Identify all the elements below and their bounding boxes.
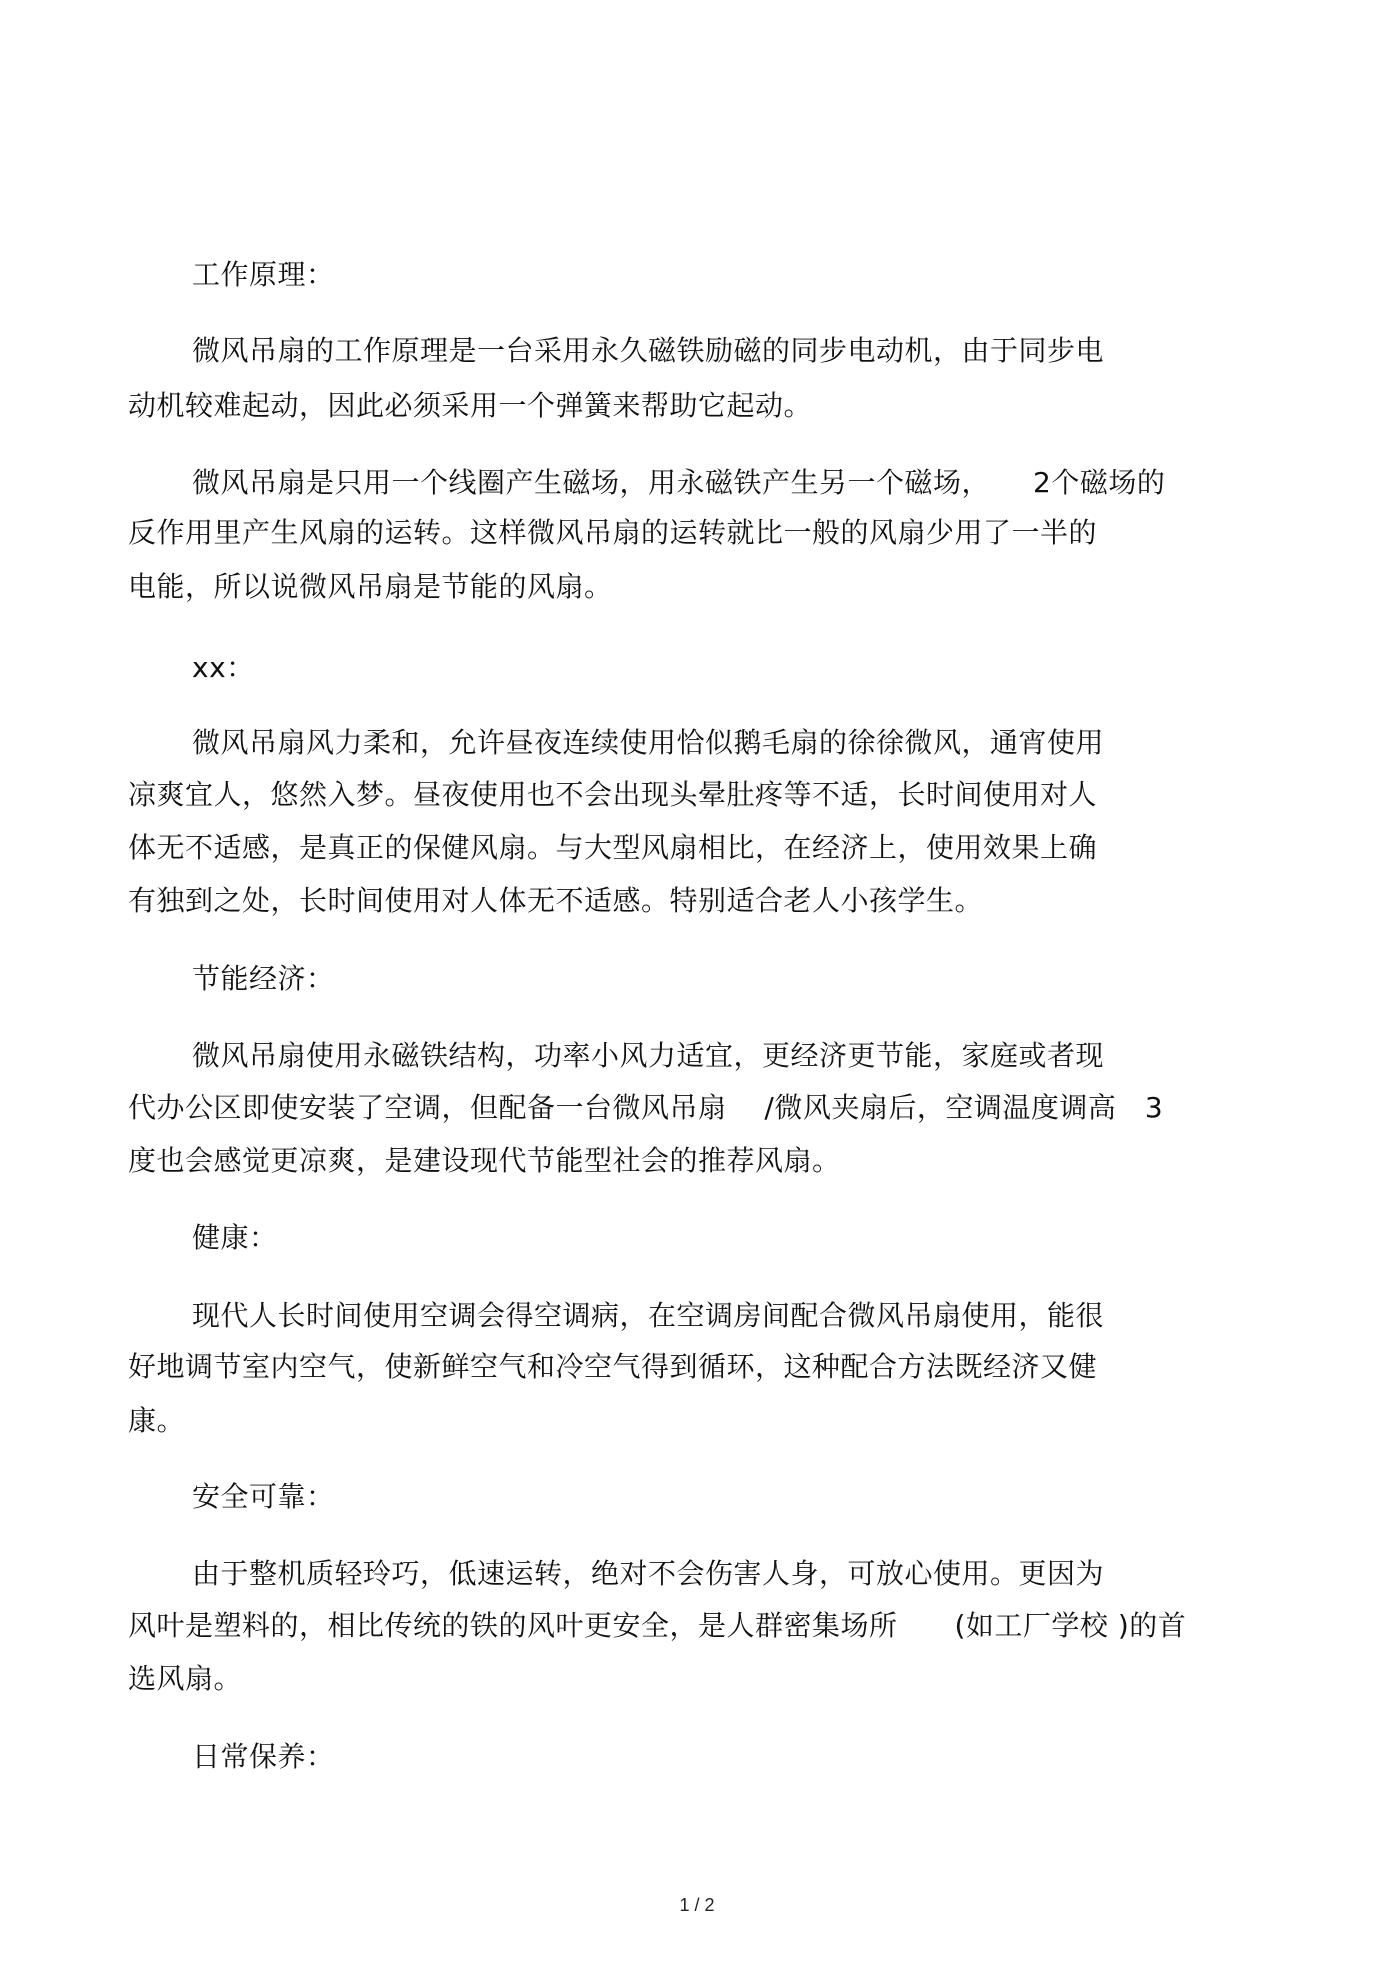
paragraph-line: 反作用里产生风扇的运转。这样微风吊扇的运转就比一般的风扇少用了一半的 xyxy=(128,516,1098,549)
paragraph-line: 由于整机质轻玲巧，低速运转，绝对不会伤害人身，可放心使用。更因为 xyxy=(192,1557,1105,1590)
paragraph-line: 微风吊扇是只用一个线圈产生磁场，用永磁铁产生另一个磁场， 2个磁场的 xyxy=(192,466,1166,499)
paragraph-line: 代办公区即使安装了空调，但配备一台微风吊扇 /微风夹扇后，空调温度调高 3 xyxy=(128,1091,1164,1124)
heading-safety: 安全可靠： xyxy=(192,1480,335,1513)
paragraph-line: 康。 xyxy=(128,1404,186,1437)
paragraph-line: 微风吊扇风力柔和，允许昼夜连续使用恰似鹅毛扇的徐徐微风，通宵使用 xyxy=(192,726,1105,759)
paragraph-line: 凉爽宜人，悠然入梦。昼夜使用也不会出现头晕肚疼等不适，长时间使用对人 xyxy=(128,778,1098,811)
paragraph-line: 电能，所以说微风吊扇是节能的风扇。 xyxy=(128,570,613,603)
paragraph-line: 微风吊扇使用永磁铁结构，功率小风力适宜，更经济更节能，家庭或者现 xyxy=(192,1039,1105,1072)
paragraph-line: 微风吊扇的工作原理是一台采用永久磁铁励磁的同步电动机，由于同步电 xyxy=(192,334,1105,367)
paragraph-line: 现代人长时间使用空调会得空调病，在空调房间配合微风吊扇使用，能很 xyxy=(192,1299,1105,1332)
paragraph-line: 度也会感觉更凉爽，是建设现代节能型社会的推荐风扇。 xyxy=(128,1144,841,1177)
heading-daily-maintenance: 日常保养： xyxy=(192,1740,335,1773)
heading-energy-saving: 节能经济： xyxy=(192,962,335,995)
paragraph-line: 好地调节室内空气，使新鲜空气和冷空气得到循环，这种配合方法既经济又健 xyxy=(128,1350,1098,1383)
paragraph-line: 选风扇。 xyxy=(128,1662,243,1695)
paragraph-line: 风叶是塑料的，相比传统的铁的风叶更安全，是人群密集场所 (如工厂学校 )的首 xyxy=(128,1609,1187,1642)
paragraph-line: 有独到之处，长时间使用对人体无不适感。特别适合老人小孩学生。 xyxy=(128,884,984,917)
heading-working-principle: 工作原理： xyxy=(192,258,335,291)
paragraph-line: 动机较难起动，因此必须采用一个弹簧来帮助它起动。 xyxy=(128,389,813,422)
heading-health: 健康： xyxy=(192,1221,278,1254)
page-number: 1 / 2 xyxy=(679,1895,715,1915)
heading-xx: xx： xyxy=(192,651,255,684)
paragraph-line: 体无不适感，是真正的保健风扇。与大型风扇相比，在经济上，使用效果上确 xyxy=(128,831,1098,864)
